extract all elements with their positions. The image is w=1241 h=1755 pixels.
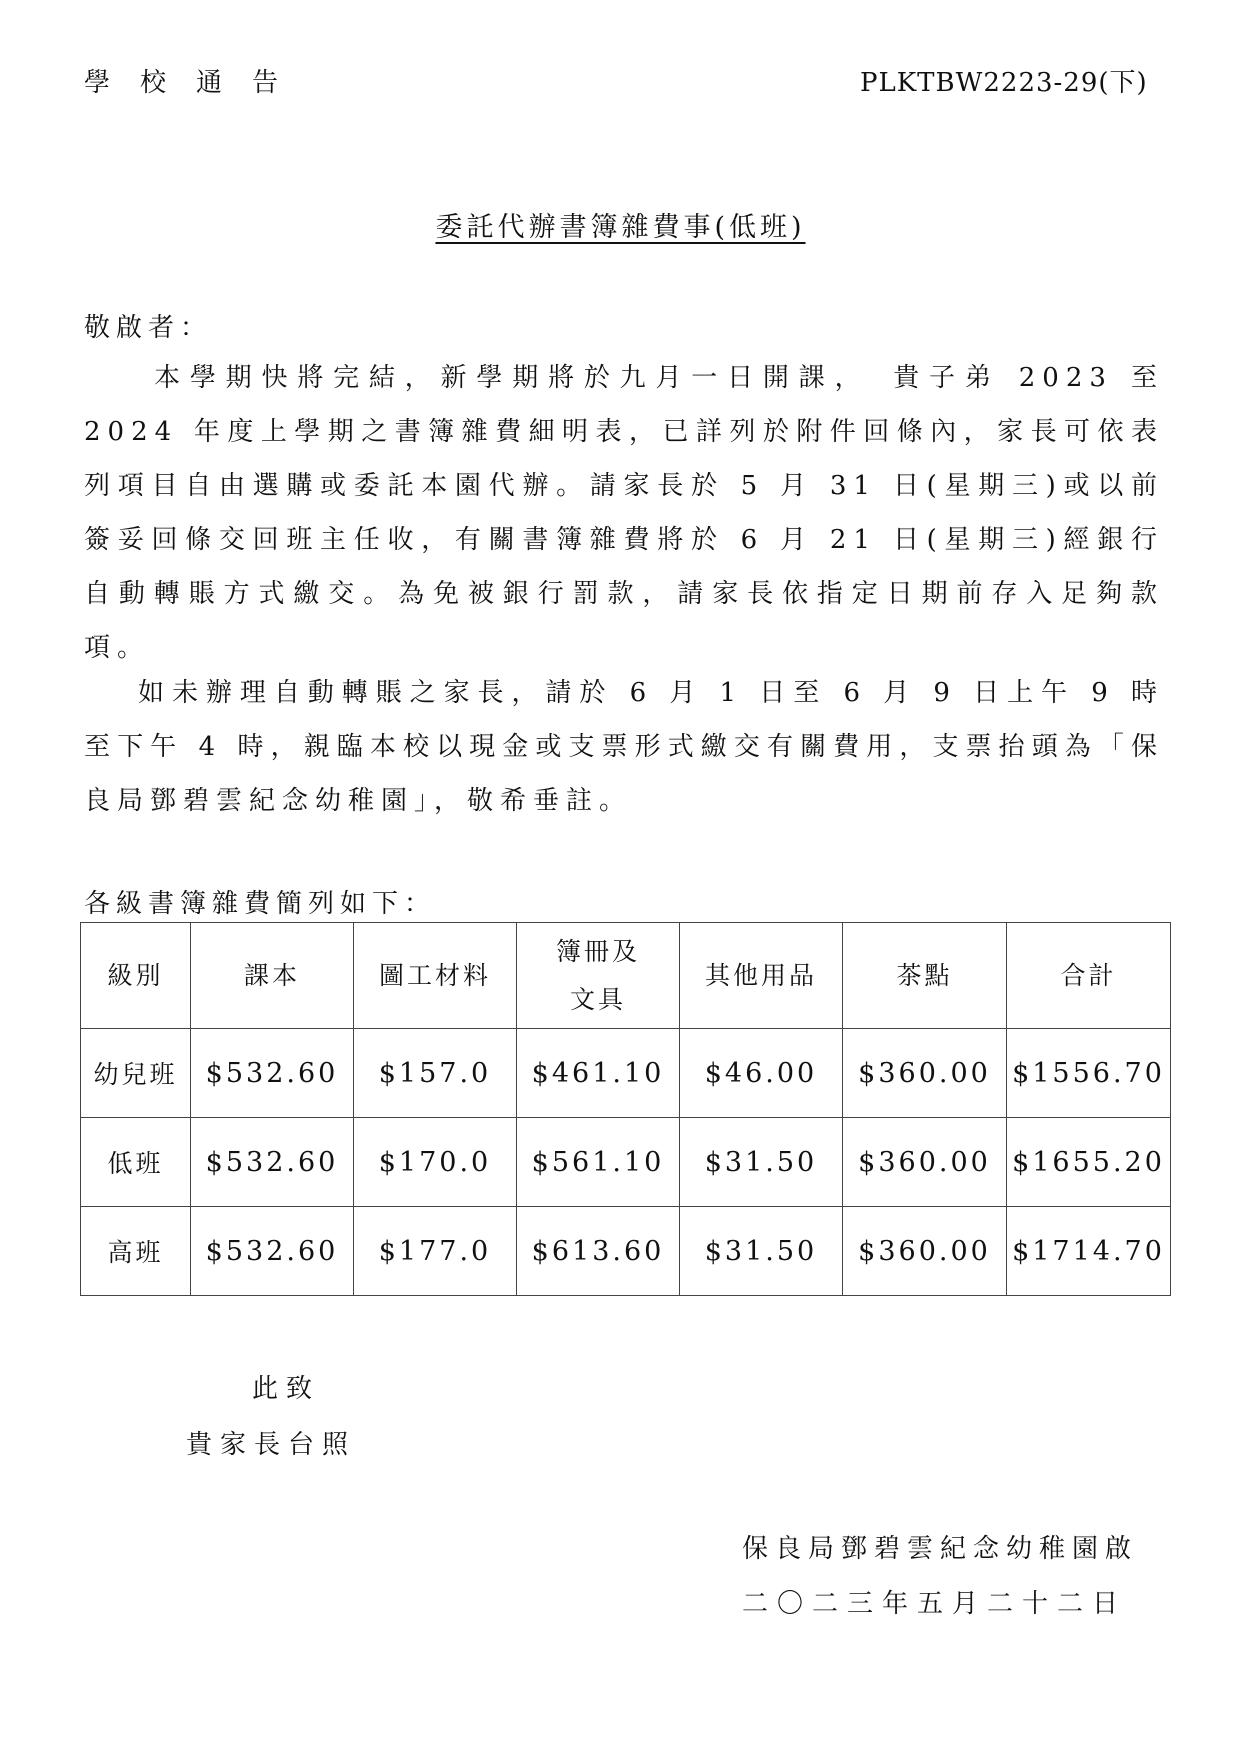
- cell-others: $31.50: [680, 1118, 843, 1207]
- signature-organization: 保良局鄧碧雲紀念幼稚園啟: [742, 1534, 1139, 1564]
- cell-level: 低班: [81, 1118, 191, 1207]
- signature-date: 二〇二三年五月二十二日: [742, 1589, 1128, 1619]
- cell-others: $46.00: [680, 1029, 843, 1118]
- cell-textbook: $532.60: [191, 1207, 354, 1296]
- header-textbook: 課本: [191, 923, 354, 1029]
- cell-craft: $157.0: [354, 1029, 517, 1118]
- cell-total: $1714.70: [1007, 1207, 1171, 1296]
- cell-stationery: $613.60: [517, 1207, 680, 1296]
- cell-craft: $177.0: [354, 1207, 517, 1296]
- body-paragraph-1: 本學期快將完結，新學期將於九月一日開課， 貴子弟 2023 至 2024 年度上學期之書簿雜費細明表，已詳列於附件回條內，家長可依表列項目自由選購或委託本園代辦。請家長於 5 月 31 日(星期三)或以前簽妥回條交回班主任收，有關書簿雜費將於 6 月 21 日(星期三)經銀行自動轉賬方式繳交。為免被銀行罰款，請家長依指定日期前存入足夠款項。: [84, 363, 1164, 663]
- header-stationery-line2: 文具: [569, 984, 626, 1014]
- table-caption: 各級書簿雜費簡列如下：: [84, 889, 437, 919]
- header-total: 合計: [1007, 923, 1171, 1029]
- cell-stationery: $561.10: [517, 1118, 680, 1207]
- header-snack: 茶點: [843, 923, 1007, 1029]
- closing-line-2: 貴家長台照: [186, 1430, 357, 1460]
- notice-label: 學校通告: [84, 68, 309, 98]
- table-header-row: [81, 923, 1171, 1029]
- table-row: [81, 1118, 1171, 1207]
- salutation: 敬啟者：: [84, 313, 213, 343]
- header-other-items: 其他用品: [680, 923, 843, 1029]
- cell-level: 幼兒班: [81, 1029, 191, 1118]
- cell-textbook: $532.60: [191, 1118, 354, 1207]
- table-row: [81, 1029, 1171, 1118]
- closing-line-1: 此致: [252, 1374, 321, 1404]
- body-paragraph-2: 如未辦理自動轉賬之家長，請於 6 月 1 日至 6 月 9 日上午 9 時至下午 4 時，親臨本校以現金或支票形式繳交有關費用，支票抬頭為「保良局鄧碧雲紀念幼稚園」，敬希垂註。: [84, 678, 1164, 816]
- header-craft-materials: 圖工材料: [354, 923, 517, 1029]
- table-row: [81, 1207, 1171, 1296]
- cell-level: 高班: [81, 1207, 191, 1296]
- page-title-text: 委託代辦書簿雜費事(低班): [435, 212, 806, 243]
- notice-reference-number: PLKTBW2223-29(下): [860, 68, 1148, 98]
- cell-stationery: $461.10: [517, 1029, 680, 1118]
- header-stationery: [517, 923, 680, 1029]
- header-stationery-line1: 簿冊及: [555, 936, 640, 966]
- fee-table: [80, 922, 1171, 1296]
- cell-snack: $360.00: [843, 1118, 1007, 1207]
- cell-total: $1655.20: [1007, 1118, 1171, 1207]
- cell-textbook: $532.60: [191, 1029, 354, 1118]
- cell-snack: $360.00: [843, 1029, 1007, 1118]
- cell-total: $1556.70: [1007, 1029, 1171, 1118]
- cell-craft: $170.0: [354, 1118, 517, 1207]
- cell-others: $31.50: [680, 1207, 843, 1296]
- cell-snack: $360.00: [843, 1207, 1007, 1296]
- page-title: [0, 205, 1241, 244]
- header-level: 級別: [81, 923, 191, 1029]
